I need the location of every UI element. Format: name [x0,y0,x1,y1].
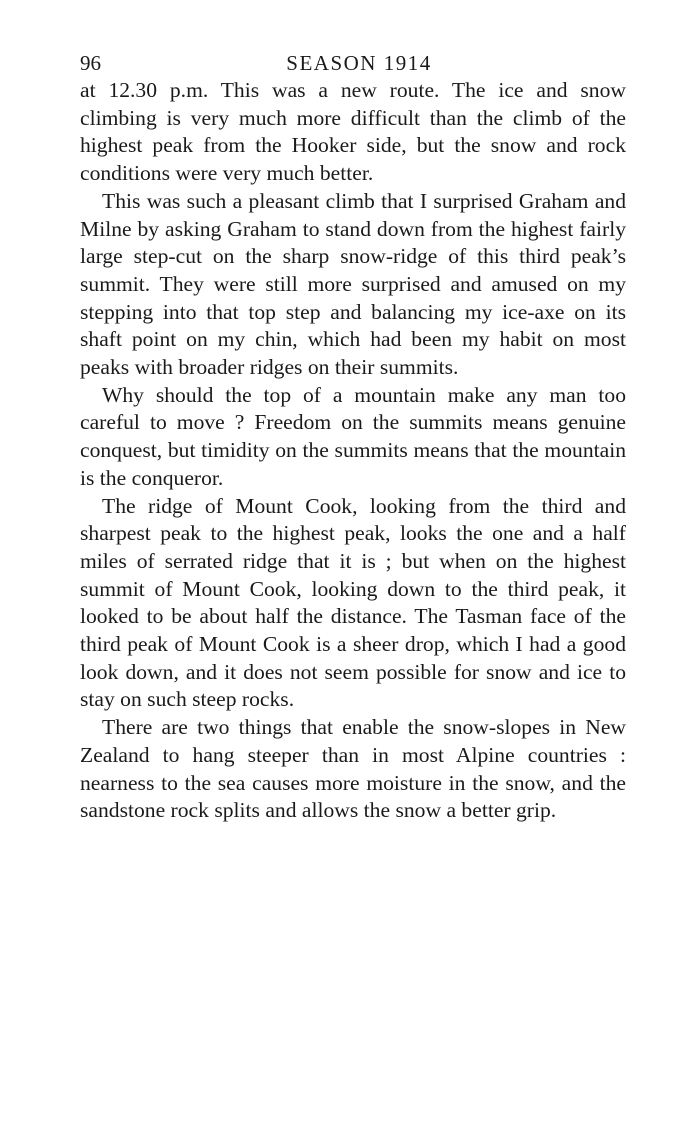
running-title: SEASON 1914 [286,51,432,75]
running-head [80,48,626,78]
page-number: 96 [80,51,101,75]
paragraph: Why should the top of a mountain make any man too careful to move ? Freedom on the summits means genuine conquest, but timidity on the summits means that the mountain is the conqueror. [80,382,626,490]
body-text [80,77,626,825]
paragraph: There are two things that enable the snow-slopes in New Zealand to hang steeper than in most Alpine countries : nearness to the sea causes more moisture in the snow, and the sandstone rock splits and allows the snow a better grip. [80,715,626,823]
paragraph: The ridge of Mount Cook, looking from the third and sharpest peak to the highest peak, looks the one and a half miles of serrated ridge that it is ; but when on the highest summit of Mount Cook, looking down to the third peak, it looked to be about half the distance. The Tasman face of the third peak of Mount Cook is a sheer drop, which I had a good look down, and it does not seem possible for snow and ice to stay on such steep rocks. [80,493,626,712]
paragraph: This was such a pleasant climb that I surprised Graham and Milne by asking Graham to stand down from the highest fairly large step-cut on the sharp snow-ridge of this third peak’s summit. They were still more surprised and amused on my stepping into that top step and balancing my ice-axe on its shaft point on my chin, which had been my habit on most peaks with broader ridges on their summits. [80,188,626,380]
book-page [80,48,626,825]
paragraph-continued: at 12.30 p.m. This was a new route. The ice and snow climbing is very much more difficult than the climb of the highest peak from the Hooker side, but the snow and rock conditions were very much better. [80,78,626,186]
